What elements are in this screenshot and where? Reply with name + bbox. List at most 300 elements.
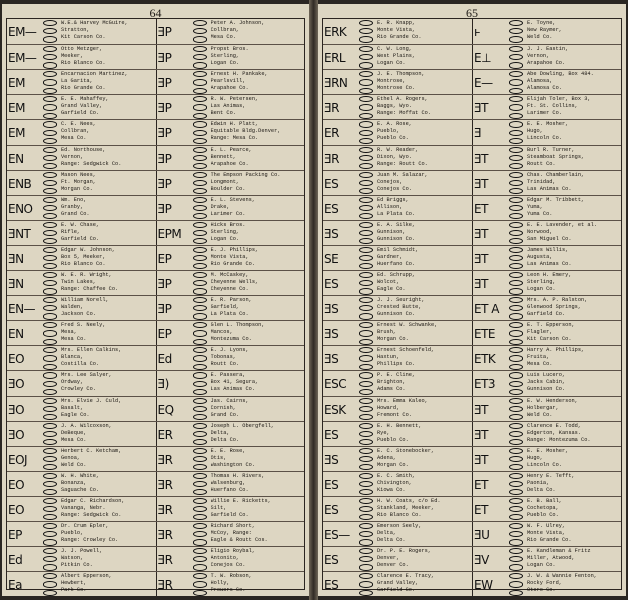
animal-side-oval-icon — [509, 297, 523, 303]
owner-line: Costilla Co. — [61, 361, 100, 368]
animal-side-oval-icon — [193, 381, 207, 387]
brand-entry — [7, 171, 156, 196]
animal-side-oval-icon — [359, 96, 373, 102]
owner-line: Ethel A. Rogers, — [377, 96, 428, 103]
owner-line: E. A. Rose, — [377, 121, 412, 128]
brand-entry — [7, 321, 156, 346]
animal-side-oval-icon — [193, 121, 207, 127]
animal-side-oval-icon — [193, 322, 207, 328]
brand-mark: ER — [324, 126, 339, 141]
animal-side-oval-icon — [43, 548, 57, 554]
animal-side-oval-icon — [359, 230, 373, 236]
owner-info — [61, 322, 155, 343]
owner-info — [61, 197, 155, 218]
owner-info — [211, 96, 304, 117]
owner-line: J. A. Wilcoxson, — [61, 422, 112, 429]
animal-side-oval-icon — [509, 280, 523, 286]
animal-side-oval-icon — [193, 54, 207, 60]
animal-side-oval-icon — [509, 88, 523, 94]
table-row — [7, 145, 304, 171]
animal-side-oval-icon — [359, 88, 373, 94]
table-row — [323, 421, 621, 447]
owner-line: Logan Co. — [527, 562, 556, 569]
animal-side-oval-icon — [43, 539, 57, 545]
animal-side-oval-icon — [509, 564, 523, 570]
animal-side-oval-icon — [359, 297, 373, 303]
animal-side-oval-icon — [509, 272, 523, 278]
owner-line: Rocky Ford, — [527, 580, 562, 587]
animal-side-oval-icon — [509, 96, 523, 102]
owner-info — [211, 20, 304, 41]
owner-line: Emil Schmidt, — [377, 246, 419, 253]
owner-line: Ernest Schoenfeld, — [377, 347, 435, 354]
owner-line: Encarnacion Martinez, — [61, 71, 128, 78]
owner-line: Pitkin Co. — [61, 562, 93, 569]
owner-line: Rio Grande Co. — [61, 85, 106, 92]
animal-side-oval-icon — [509, 406, 523, 412]
owner-line: Mesa Co. — [61, 336, 87, 343]
owner-line: Box 5, Meeker, — [61, 253, 106, 260]
animal-side-oval-icon — [193, 514, 207, 520]
owner-line: E. H. Bennett, — [377, 422, 422, 429]
brand-entry — [323, 246, 472, 271]
owner-info — [211, 523, 304, 544]
brand-mark: Ǝ) — [157, 377, 169, 392]
animal-side-oval-icon — [43, 263, 57, 269]
owner-line: Chas. Chamberlain, — [527, 171, 585, 178]
brand-mark: ƎP — [157, 126, 172, 141]
brand-entry — [472, 196, 621, 221]
brand-mark: ES — [324, 477, 339, 492]
owner-line: McCoy, Range: — [210, 530, 252, 536]
brand-location-diagram — [359, 572, 374, 596]
owner-line: E. T. Epperson, — [527, 322, 575, 329]
animal-side-oval-icon — [509, 489, 523, 495]
animal-side-oval-icon — [193, 247, 207, 253]
brand-mark: EM — [8, 101, 25, 116]
brand-entry — [7, 296, 156, 321]
animal-side-oval-icon — [509, 414, 523, 420]
brand-entry — [323, 547, 472, 572]
owner-line: Hewbert, — [61, 580, 87, 587]
owner-line: Elijah Toler, Box 3, — [527, 96, 591, 103]
owner-line: Delta, — [210, 429, 230, 436]
owner-line: Paonia, — [527, 479, 550, 486]
animal-side-oval-icon — [193, 355, 207, 361]
brand-entry — [323, 120, 472, 145]
owner-line: Rifle, — [61, 228, 81, 235]
animal-side-oval-icon — [359, 205, 373, 211]
animal-side-oval-icon — [43, 288, 57, 294]
animal-side-oval-icon — [509, 322, 523, 328]
owner-info — [377, 448, 471, 469]
brand-mark: ES — [324, 201, 339, 216]
owner-info — [211, 46, 304, 67]
animal-side-oval-icon — [359, 188, 373, 194]
brand-entry — [323, 221, 472, 246]
owner-line: Kiowa Co. — [377, 486, 406, 493]
table-row — [7, 295, 304, 321]
owner-line: La Plata Co. — [377, 210, 416, 217]
animal-side-oval-icon — [193, 205, 207, 211]
animal-side-oval-icon — [359, 280, 373, 286]
animal-side-oval-icon — [509, 62, 523, 68]
owner-line: J. J. Eastin, — [527, 46, 569, 53]
animal-side-oval-icon — [43, 36, 57, 42]
owner-info — [527, 46, 620, 67]
owner-line: Gunnison, — [377, 228, 406, 235]
animal-side-oval-icon — [359, 288, 373, 294]
brand-entry — [7, 497, 156, 522]
table-row — [7, 471, 304, 497]
owner-line: Monte Vista, — [527, 530, 566, 536]
owner-line: E. R. Parson, — [210, 297, 252, 304]
animal-side-oval-icon — [359, 62, 373, 68]
brand-entry — [7, 271, 156, 296]
animal-side-oval-icon — [509, 381, 523, 387]
owner-line: Mrs. Lee Salyer, — [61, 372, 112, 379]
owner-line: Trinidad, — [527, 178, 556, 185]
animal-side-oval-icon — [359, 464, 373, 470]
brand-table — [322, 18, 622, 594]
brand-mark: ƎRN — [324, 76, 348, 91]
brand-entry — [472, 19, 621, 44]
brand-mark: EN— — [8, 302, 36, 317]
animal-side-oval-icon — [509, 138, 523, 144]
owner-line: Morgan Co. — [377, 461, 409, 468]
owner-line: Edgar C. Richardson, — [61, 497, 125, 504]
owner-line: Dixon, Wyo. — [377, 153, 412, 160]
table-row — [323, 245, 621, 271]
owner-line: Joseph L. Obergfell, — [210, 422, 275, 429]
animal-side-oval-icon — [43, 20, 57, 26]
animal-side-oval-icon — [43, 180, 57, 186]
animal-side-oval-icon — [43, 564, 57, 570]
brand-entry — [156, 271, 305, 296]
owner-info — [527, 247, 620, 268]
brand-entry — [7, 221, 156, 246]
owner-info — [211, 322, 304, 343]
owner-line: Steamboat Springs, — [527, 153, 585, 160]
animal-side-oval-icon — [359, 155, 373, 161]
brand-mark: ƎO — [8, 427, 25, 442]
animal-side-oval-icon — [193, 406, 207, 412]
brand-entry — [156, 70, 305, 95]
brand-entry — [156, 321, 305, 346]
brand-entry — [472, 497, 621, 522]
owner-line: Burl R. Turner, — [527, 146, 575, 153]
animal-side-oval-icon — [43, 330, 57, 336]
owner-line: E. A. Silke, — [377, 221, 416, 228]
owner-info — [61, 573, 155, 594]
owner-line: Cheyenne Co. — [210, 286, 249, 292]
table-row — [7, 546, 304, 572]
owner-line: P. E. Cline, — [377, 372, 416, 379]
animal-side-oval-icon — [43, 590, 57, 596]
owner-line: Las Animas Co. — [210, 386, 256, 393]
owner-info — [377, 247, 471, 268]
brand-mark: ƎS — [324, 327, 339, 342]
brand-entry — [472, 296, 621, 321]
owner-line: Mrs. Ellen Calkins, — [61, 347, 122, 354]
table-row — [7, 44, 304, 70]
animal-side-oval-icon — [509, 398, 523, 404]
owner-line: Vananga, Nebr. — [61, 504, 106, 511]
animal-side-oval-icon — [43, 313, 57, 319]
brand-mark: ƎR — [157, 578, 173, 593]
animal-side-oval-icon — [43, 355, 57, 361]
animal-side-oval-icon — [43, 456, 57, 462]
brand-mark: ƎR — [157, 502, 173, 517]
brand-mark: ƎT — [474, 452, 488, 467]
animal-side-oval-icon — [509, 573, 523, 579]
animal-side-oval-icon — [509, 347, 523, 353]
owner-info — [61, 347, 155, 368]
brand-mark: ER — [157, 427, 173, 442]
owner-line: Montrose, — [377, 78, 406, 85]
animal-side-oval-icon — [509, 213, 523, 219]
owner-line: W.E.& Harvey McGuire, — [61, 20, 128, 26]
owner-info — [61, 222, 155, 243]
animal-side-oval-icon — [43, 398, 57, 404]
brand-mark: ET — [474, 477, 488, 492]
brand-entry — [323, 422, 472, 447]
owner-line: Gunnison Co. — [527, 386, 566, 393]
animal-side-oval-icon — [43, 79, 57, 85]
animal-side-oval-icon — [193, 414, 207, 420]
animal-side-oval-icon — [359, 514, 373, 520]
animal-side-oval-icon — [43, 381, 57, 387]
brand-mark: ETE — [474, 327, 495, 342]
owner-line: Logan Co. — [210, 60, 240, 67]
owner-line: Fremont Co. — [377, 411, 412, 418]
animal-side-oval-icon — [359, 255, 373, 261]
owner-line: Ernest H. Pankake, — [210, 71, 268, 78]
owner-line: Propst Bros. — [210, 46, 249, 53]
animal-side-oval-icon — [509, 539, 523, 545]
owner-info — [377, 121, 471, 142]
owner-line: Garfield Co. — [527, 311, 566, 318]
owner-line: Otto Metzger, — [61, 46, 103, 53]
brand-entry — [323, 95, 472, 120]
table-row — [7, 396, 304, 422]
brand-mark: ƎU — [474, 528, 490, 542]
owner-info — [61, 498, 155, 519]
owner-line: Hugo, — [527, 128, 543, 135]
owner-line: Yuma, — [527, 203, 543, 210]
animal-side-oval-icon — [359, 130, 373, 136]
table-row — [323, 44, 621, 70]
owner-line: Mesa, — [61, 329, 77, 336]
owner-line: Sterling, — [210, 53, 240, 60]
animal-side-oval-icon — [43, 347, 57, 353]
animal-side-oval-icon — [359, 498, 373, 504]
animal-side-oval-icon — [43, 506, 57, 512]
animal-side-oval-icon — [43, 172, 57, 178]
brand-mark: ƎR — [324, 151, 339, 166]
brand-mark: ƎP — [157, 201, 172, 216]
table-row — [323, 546, 621, 572]
owner-info — [527, 121, 620, 142]
owner-line: Monte Vista, — [210, 253, 249, 260]
owner-line: Crowley Co. — [61, 386, 96, 393]
owner-info — [211, 121, 304, 142]
owner-info — [61, 523, 155, 544]
owner-line: Herbert C. Ketcham, — [61, 447, 122, 454]
animal-side-oval-icon — [43, 305, 57, 311]
animal-side-oval-icon — [509, 188, 523, 194]
animal-side-oval-icon — [509, 448, 523, 454]
brand-mark: ƎT — [474, 151, 488, 166]
animal-side-oval-icon — [193, 188, 207, 194]
animal-side-oval-icon — [43, 238, 57, 244]
animal-side-oval-icon — [43, 62, 57, 68]
owner-line: Delta Co. — [210, 436, 240, 443]
table-row — [323, 345, 621, 371]
animal-side-oval-icon — [193, 431, 207, 437]
owner-line: La Plata Co. — [210, 311, 249, 318]
owner-line: Grand Valley, — [61, 103, 103, 110]
owner-line: Garfield Co. — [61, 235, 100, 242]
brand-entry — [323, 146, 472, 171]
owner-line: E. C. Stonebocker, — [377, 447, 435, 454]
owner-line: C. W. Long, — [377, 46, 412, 53]
brand-entry — [7, 371, 156, 396]
animal-side-oval-icon — [359, 531, 373, 537]
owner-line: Delta, — [377, 530, 397, 536]
table-row — [323, 270, 621, 296]
owner-line: Emerson Seely, — [377, 523, 422, 529]
brand-mark: ET — [474, 201, 488, 216]
animal-side-oval-icon — [509, 79, 523, 85]
owner-line: Norwood, — [527, 228, 553, 235]
animal-side-oval-icon — [43, 222, 57, 228]
table-row — [7, 270, 304, 296]
animal-side-oval-icon — [359, 46, 373, 52]
brand-mark: ƎR — [157, 477, 173, 492]
owner-line: Las Animas Co. — [527, 260, 572, 267]
brand-entry — [7, 19, 156, 44]
animal-side-oval-icon — [43, 230, 57, 236]
owner-line: Mason Nees, — [61, 171, 96, 178]
book-gutter — [309, 0, 318, 600]
owner-line: Denver Co. — [377, 562, 409, 569]
owner-line: Glenwood Springs, — [527, 304, 582, 311]
brand-mark: ƎP — [157, 151, 172, 166]
brand-entry — [7, 522, 156, 547]
animal-side-oval-icon — [43, 280, 57, 286]
brand-entry — [156, 45, 305, 70]
owner-line: James Willis, — [527, 246, 569, 253]
brand-mark: ES — [324, 553, 339, 568]
table-row — [7, 19, 304, 44]
table-row — [323, 69, 621, 95]
animal-side-oval-icon — [359, 406, 373, 412]
brand-entry — [156, 120, 305, 145]
owner-line: E. R. Knapp, — [377, 20, 416, 26]
brand-mark: ES— — [324, 528, 350, 542]
owner-line: Delta Co. — [527, 486, 556, 493]
owner-line: Henry E. Tefft, — [527, 472, 575, 479]
brand-mark: ES — [324, 578, 339, 593]
animal-side-oval-icon — [509, 548, 523, 554]
animal-side-oval-icon — [43, 523, 57, 529]
owner-info — [61, 297, 155, 318]
brand-mark: ƎR — [157, 452, 173, 467]
animal-side-oval-icon — [359, 247, 373, 253]
owner-line: Mesa Co. — [61, 436, 87, 443]
brand-mark: ƎP — [157, 101, 172, 116]
owner-line: Mancos, — [210, 329, 233, 336]
owner-line: H. W. Coats, c/o Ed. — [377, 497, 441, 504]
owner-line: Lincoln Co. — [527, 461, 562, 468]
animal-side-oval-icon — [43, 573, 57, 579]
animal-side-oval-icon — [43, 71, 57, 77]
table-row — [7, 421, 304, 447]
owner-line: Vernon, — [61, 153, 84, 160]
owner-line: Abe Dowling, Box 484. — [527, 71, 594, 78]
animal-side-oval-icon — [509, 28, 523, 34]
animal-side-oval-icon — [509, 330, 523, 336]
brand-mark: Ed — [8, 553, 23, 568]
brand-mark: ƎN — [8, 277, 24, 291]
animal-side-oval-icon — [509, 473, 523, 479]
animal-side-oval-icon — [43, 147, 57, 153]
brand-location-diagram — [43, 572, 58, 596]
owner-line: Fred S. Neely, — [61, 322, 106, 329]
brand-entry — [323, 447, 472, 472]
owner-line: Prowers Co. — [210, 587, 246, 594]
animal-side-oval-icon — [359, 564, 373, 570]
animal-side-oval-icon — [509, 456, 523, 462]
animal-side-oval-icon — [193, 272, 207, 278]
animal-side-oval-icon — [509, 288, 523, 294]
animal-side-oval-icon — [509, 481, 523, 487]
right-page — [318, 4, 626, 596]
animal-side-oval-icon — [509, 389, 523, 395]
brand-entry — [156, 547, 305, 572]
owner-line: Juan M. Salazar, — [377, 171, 428, 178]
owner-line: Pearlsvill, — [210, 78, 246, 85]
owner-line: Ft. St. Collins, — [527, 103, 578, 110]
animal-side-oval-icon — [359, 305, 373, 311]
animal-side-oval-icon — [193, 473, 207, 479]
brand-entry — [472, 397, 621, 422]
animal-side-oval-icon — [359, 355, 373, 361]
table-row — [323, 496, 621, 522]
animal-side-oval-icon — [509, 180, 523, 186]
owner-line: Arapahoe Co. — [210, 160, 249, 167]
animal-side-oval-icon — [509, 205, 523, 211]
owner-info — [61, 96, 155, 117]
owner-line: Range: Montezuma Co. — [527, 436, 591, 443]
animal-side-oval-icon — [43, 556, 57, 562]
brand-entry — [7, 45, 156, 70]
animal-side-oval-icon — [359, 506, 373, 512]
owner-info — [377, 498, 471, 519]
animal-side-oval-icon — [193, 96, 207, 102]
owner-info — [377, 372, 471, 393]
animal-side-oval-icon — [359, 473, 373, 479]
brand-mark: ƎP — [157, 176, 172, 191]
animal-side-oval-icon — [509, 255, 523, 261]
owner-line: Ed. Northouse, — [61, 146, 106, 153]
owner-line: Pueblo Co. — [377, 436, 409, 443]
brand-entry — [156, 447, 305, 472]
animal-side-oval-icon — [43, 205, 57, 211]
animal-side-oval-icon — [359, 163, 373, 169]
brand-entry — [323, 19, 472, 44]
